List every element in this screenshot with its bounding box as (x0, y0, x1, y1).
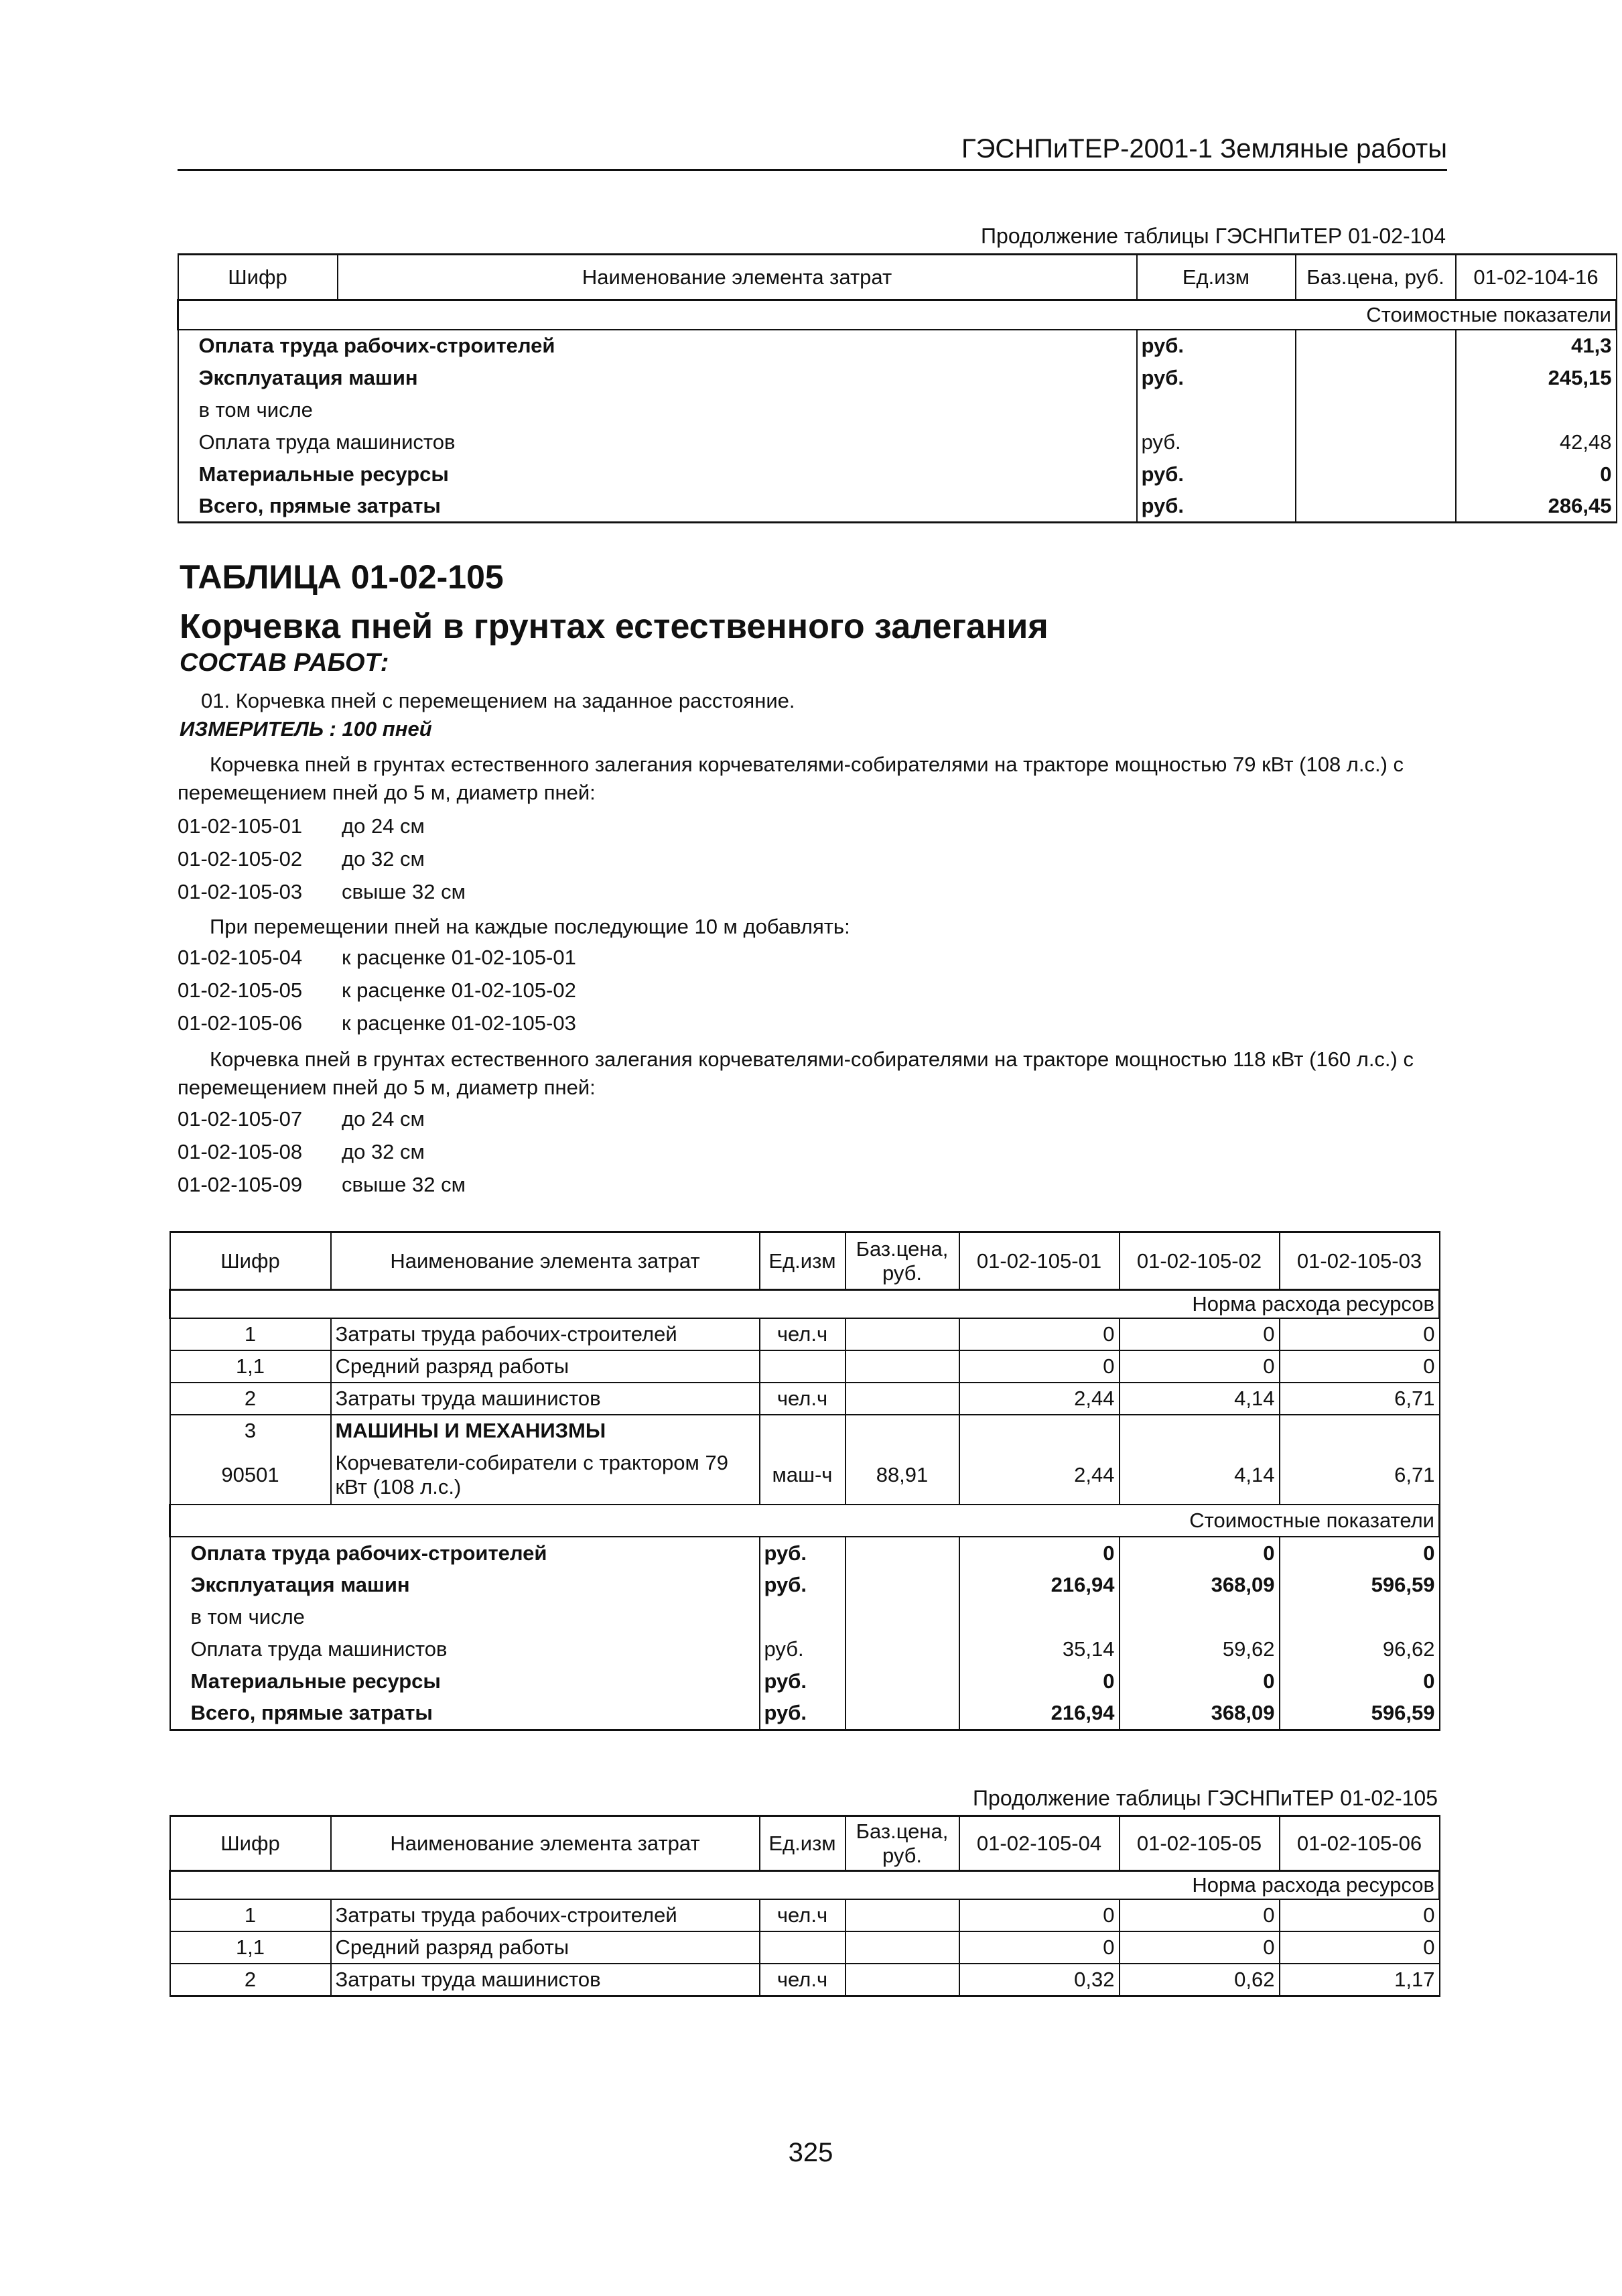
row-value: 0,62 (1120, 1964, 1280, 1996)
row-name: Средний разряд работы (331, 1350, 760, 1383)
row-unit: руб. (1137, 426, 1296, 458)
row-price (846, 1350, 959, 1383)
row-value (959, 1415, 1120, 1446)
row-price (846, 1698, 959, 1730)
row-name: Оплата труда машинистов (178, 426, 1137, 458)
measure-unit: ИЗМЕРИТЕЛЬ : 100 пней (180, 717, 432, 741)
code-line (178, 880, 466, 904)
row-price (846, 1318, 959, 1350)
description-additional: При перемещении пней на каждые последующие 10 м добавлять: (210, 915, 850, 938)
row-price (846, 1601, 959, 1633)
row-code: 1 (170, 1318, 331, 1350)
row-price (846, 1569, 959, 1601)
code-text: свыше 32 см (342, 1173, 466, 1196)
table-104-cont (177, 253, 1617, 523)
table-104-caption: Продолжение таблицы ГЭСНПиТЕР 01-02-104 (981, 224, 1446, 248)
table-subtitle: Корчевка пней в грунтах естественного залегания (180, 607, 1049, 646)
row-unit (760, 1415, 846, 1446)
row-value: 0 (1120, 1899, 1280, 1931)
table-105-caption: Продолжение таблицы ГЭСНПиТЕР 01-02-105 (973, 1786, 1438, 1810)
header-code: Шифр (170, 1232, 331, 1290)
section-label-cost: Стоимостные показатели (170, 1505, 1440, 1537)
row-unit: чел.ч (760, 1383, 846, 1415)
code-line (178, 1011, 576, 1035)
row-value: 6,71 (1280, 1383, 1440, 1415)
row-unit: руб. (1137, 491, 1296, 523)
section-label-cost: Стоимостные показатели (178, 300, 1617, 330)
section-label-norm: Норма расхода ресурсов (170, 1871, 1440, 1900)
row-unit (760, 1350, 846, 1383)
row-value: 368,09 (1120, 1569, 1280, 1601)
row-unit: руб. (760, 1665, 846, 1698)
row-value: 0 (959, 1350, 1120, 1383)
row-value: 6,71 (1280, 1446, 1440, 1505)
code-line (178, 1140, 425, 1164)
row-unit: руб. (760, 1698, 846, 1730)
section-label-norm: Норма расхода ресурсов (170, 1290, 1440, 1319)
row-price (846, 1899, 959, 1931)
row-value: 0 (1120, 1350, 1280, 1383)
header-col-105-06: 01-02-105-06 (1280, 1816, 1440, 1871)
row-unit (1137, 394, 1296, 426)
code-text: к расценке 01-02-105-02 (342, 978, 576, 1002)
header-col-105-05: 01-02-105-05 (1120, 1816, 1280, 1871)
work-item: 01. Корчевка пней с перемещением на заданное расстояние. (201, 689, 795, 712)
row-value (959, 1601, 1120, 1633)
code: 01-02-105-07 (178, 1107, 303, 1131)
row-value: 0 (1120, 1537, 1280, 1569)
code-line (178, 1173, 466, 1197)
header-name: Наименование элемента затрат (338, 255, 1137, 300)
row-value: 0 (959, 1318, 1120, 1350)
row-value (1120, 1601, 1280, 1633)
row-value: 0 (1280, 1899, 1440, 1931)
code: 01-02-105-02 (178, 847, 303, 871)
row-value: 368,09 (1120, 1698, 1280, 1730)
row-name: Оплата труда машинистов (170, 1633, 760, 1665)
row-name: Эксплуатация машин (170, 1569, 760, 1601)
row-name: Всего, прямые затраты (178, 491, 1137, 523)
row-value: 4,14 (1120, 1383, 1280, 1415)
row-value: 0 (1280, 1350, 1440, 1383)
row-value: 0 (959, 1899, 1120, 1931)
page-number: 325 (788, 2138, 833, 2167)
code-text: до 24 см (342, 814, 425, 838)
row-value: 0 (1280, 1665, 1440, 1698)
row-value: 1,17 (1280, 1964, 1440, 1996)
row-value: 2,44 (959, 1383, 1120, 1415)
header-col-105-04: 01-02-105-04 (959, 1816, 1120, 1871)
row-value: 216,94 (959, 1698, 1120, 1730)
row-value: 286,45 (1456, 491, 1617, 523)
row-name: Затраты труда машинистов (331, 1964, 760, 1996)
row-name: в том числе (170, 1601, 760, 1633)
header-col-104-16: 01-02-104-16 (1456, 255, 1617, 300)
row-value: 596,59 (1280, 1569, 1440, 1601)
code-line (178, 1107, 425, 1131)
row-code: 90501 (170, 1446, 331, 1505)
code: 01-02-105-03 (178, 880, 303, 903)
row-code: 1 (170, 1899, 331, 1931)
row-value: 59,62 (1120, 1633, 1280, 1665)
row-value (1456, 394, 1617, 426)
row-name: Затраты труда машинистов (331, 1383, 760, 1415)
code: 01-02-105-09 (178, 1173, 303, 1196)
code-line (178, 978, 576, 1003)
code-line (178, 946, 576, 970)
code: 01-02-105-06 (178, 1011, 303, 1035)
code-text: до 32 см (342, 847, 425, 871)
running-header: ГЭСНПиТЕР-2001-1 Земляные работы (961, 134, 1447, 164)
code-text: к расценке 01-02-105-01 (342, 946, 576, 969)
row-value (1280, 1415, 1440, 1446)
header-unit: Ед.изм (1137, 255, 1296, 300)
row-price: 88,91 (846, 1446, 959, 1505)
header-name: Наименование элемента затрат (331, 1816, 760, 1871)
table-105-part-1 (169, 1231, 1440, 1731)
row-value: 42,48 (1456, 426, 1617, 458)
row-unit: руб. (760, 1569, 846, 1601)
row-unit: чел.ч (760, 1318, 846, 1350)
row-unit: руб. (1137, 330, 1296, 362)
row-value: 35,14 (959, 1633, 1120, 1665)
table-105-part-2 (169, 1815, 1440, 1997)
row-name: Затраты труда рабочих-строителей (331, 1899, 760, 1931)
header-code: Шифр (178, 255, 338, 300)
row-code: 3 (170, 1415, 331, 1446)
row-unit: чел.ч (760, 1899, 846, 1931)
row-value: 216,94 (959, 1569, 1120, 1601)
row-value: 596,59 (1280, 1698, 1440, 1730)
header-code: Шифр (170, 1816, 331, 1871)
row-value: 245,15 (1456, 362, 1617, 394)
row-price (846, 1964, 959, 1996)
header-price: Баз.цена, руб. (1296, 255, 1456, 300)
row-value: 41,3 (1456, 330, 1617, 362)
row-price (846, 1383, 959, 1415)
row-unit: руб. (760, 1537, 846, 1569)
row-unit: руб. (1137, 458, 1296, 491)
row-code: 1,1 (170, 1931, 331, 1964)
code: 01-02-105-04 (178, 946, 303, 969)
header-price: Баз.цена, руб. (846, 1816, 959, 1871)
row-unit: маш-ч (760, 1446, 846, 1505)
code: 01-02-105-01 (178, 814, 303, 838)
row-name: Оплата труда рабочих-строителей (178, 330, 1137, 362)
row-unit: чел.ч (760, 1964, 846, 1996)
row-price (1296, 458, 1456, 491)
row-name: Средний разряд работы (331, 1931, 760, 1964)
code-text: до 32 см (342, 1140, 425, 1163)
row-value: 0 (959, 1665, 1120, 1698)
row-value: 0 (959, 1537, 1120, 1569)
row-price (1296, 426, 1456, 458)
row-value: 96,62 (1280, 1633, 1440, 1665)
row-value (1120, 1415, 1280, 1446)
row-value (1280, 1601, 1440, 1633)
code-text: до 24 см (342, 1107, 425, 1131)
row-price (1296, 491, 1456, 523)
row-code: 1,1 (170, 1350, 331, 1383)
row-unit (760, 1931, 846, 1964)
header-col-105-02: 01-02-105-02 (1120, 1232, 1280, 1290)
row-value: 0,32 (959, 1964, 1120, 1996)
row-price (846, 1537, 959, 1569)
row-unit (760, 1601, 846, 1633)
header-name: Наименование элемента затрат (331, 1232, 760, 1290)
row-name: МАШИНЫ И МЕХАНИЗМЫ (331, 1415, 760, 1446)
row-value: 0 (1120, 1318, 1280, 1350)
row-name: Эксплуатация машин (178, 362, 1137, 394)
row-price (1296, 362, 1456, 394)
header-rule (178, 169, 1447, 171)
row-value: 0 (959, 1931, 1120, 1964)
row-value: 0 (1280, 1318, 1440, 1350)
row-price (1296, 394, 1456, 426)
row-code: 2 (170, 1383, 331, 1415)
table-title: ТАБЛИЦА 01-02-105 (180, 558, 504, 596)
row-price (1296, 330, 1456, 362)
row-unit: руб. (760, 1633, 846, 1665)
work-composition-heading: СОСТАВ РАБОТ: (180, 649, 389, 677)
header-unit: Ед.изм (760, 1232, 846, 1290)
row-name: Корчеватели-собиратели с трактором 79 кВт (108 л.с.) (331, 1446, 760, 1505)
code: 01-02-105-05 (178, 978, 303, 1002)
row-value: 0 (1280, 1537, 1440, 1569)
row-value: 0 (1280, 1931, 1440, 1964)
code-text: свыше 32 см (342, 880, 466, 903)
row-price (846, 1415, 959, 1446)
row-price (846, 1665, 959, 1698)
code-line (178, 814, 425, 838)
row-value: 4,14 (1120, 1446, 1280, 1505)
description-79kw: Корчевка пней в грунтах естественного залегания корчевателями-собирателями на тракторе мощностью 79 кВт (108 л.с.) с перемещением пней до 5 м, диаметр пней: (178, 753, 1404, 804)
code-text: к расценке 01-02-105-03 (342, 1011, 576, 1035)
row-name: Материальные ресурсы (178, 458, 1137, 491)
row-unit: руб. (1137, 362, 1296, 394)
header-price: Баз.цена, руб. (846, 1232, 959, 1290)
row-value: 0 (1120, 1931, 1280, 1964)
row-name: в том числе (178, 394, 1137, 426)
row-price (846, 1931, 959, 1964)
row-value: 0 (1456, 458, 1617, 491)
code-line (178, 847, 425, 871)
header-col-105-03: 01-02-105-03 (1280, 1232, 1440, 1290)
row-code: 2 (170, 1964, 331, 1996)
row-name: Всего, прямые затраты (170, 1698, 760, 1730)
header-unit: Ед.изм (760, 1816, 846, 1871)
row-value: 0 (1120, 1665, 1280, 1698)
code: 01-02-105-08 (178, 1140, 303, 1163)
row-name: Оплата труда рабочих-строителей (170, 1537, 760, 1569)
row-price (846, 1633, 959, 1665)
row-name: Затраты труда рабочих-строителей (331, 1318, 760, 1350)
row-name: Материальные ресурсы (170, 1665, 760, 1698)
header-col-105-01: 01-02-105-01 (959, 1232, 1120, 1290)
row-value: 2,44 (959, 1446, 1120, 1505)
description-118kw: Корчевка пней в грунтах естественного залегания корчевателями-собирателями на тракторе мощностью 118 кВт (160 л.с.) с перемещением пней до 5 м, диаметр пней: (178, 1047, 1414, 1099)
